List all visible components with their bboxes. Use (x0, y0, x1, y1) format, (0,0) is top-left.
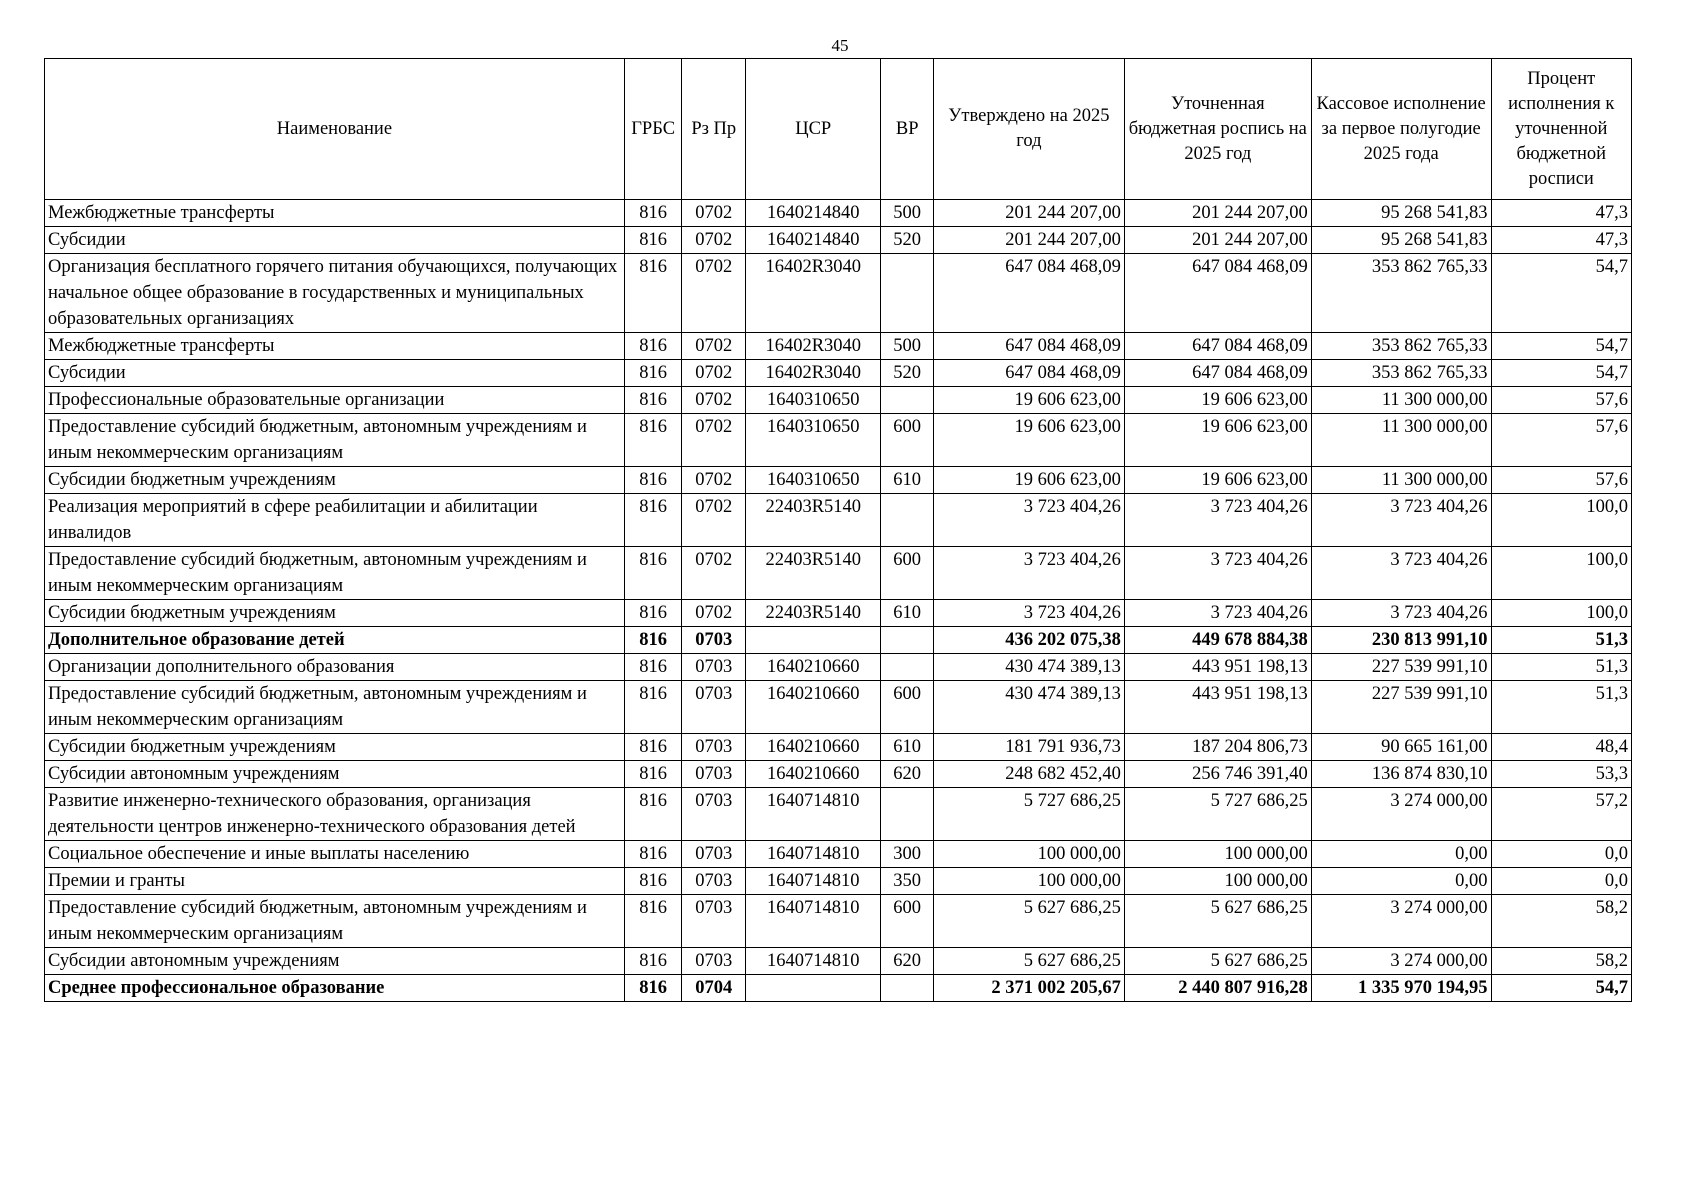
cell-rzpr: 0703 (682, 948, 746, 975)
cell-percent: 0,0 (1491, 868, 1631, 895)
cell-grbs: 816 (624, 494, 682, 547)
cell-cash-execution: 136 874 830,10 (1311, 761, 1491, 788)
column-header-vr: ВР (881, 59, 934, 200)
cell-approved: 100 000,00 (933, 841, 1124, 868)
cell-refined: 187 204 806,73 (1124, 734, 1311, 761)
cell-approved: 19 606 623,00 (933, 414, 1124, 467)
cell-vr: 600 (881, 895, 934, 948)
cell-approved: 5 627 686,25 (933, 895, 1124, 948)
cell-refined: 5 727 686,25 (1124, 788, 1311, 841)
budget-table (44, 58, 1632, 1002)
cell-refined: 443 951 198,13 (1124, 654, 1311, 681)
cell-percent: 54,7 (1491, 254, 1631, 333)
cell-grbs: 816 (624, 254, 682, 333)
cell-refined: 647 084 468,09 (1124, 254, 1311, 333)
cell-percent: 47,3 (1491, 200, 1631, 227)
cell-grbs: 816 (624, 654, 682, 681)
cell-cash-execution: 0,00 (1311, 868, 1491, 895)
table-row (45, 654, 1632, 681)
cell-approved: 248 682 452,40 (933, 761, 1124, 788)
cell-csr: 1640714810 (746, 788, 881, 841)
cell-grbs: 816 (624, 681, 682, 734)
cell-approved: 647 084 468,09 (933, 360, 1124, 387)
cell-approved: 181 791 936,73 (933, 734, 1124, 761)
cell-rzpr: 0703 (682, 868, 746, 895)
cell-csr: 16402R3040 (746, 360, 881, 387)
cell-vr: 300 (881, 841, 934, 868)
cell-csr: 1640214840 (746, 227, 881, 254)
cell-rzpr: 0703 (682, 761, 746, 788)
cell-approved: 647 084 468,09 (933, 254, 1124, 333)
cell-vr: 600 (881, 681, 934, 734)
cell-approved: 100 000,00 (933, 868, 1124, 895)
cell-rzpr: 0703 (682, 841, 746, 868)
table-row (45, 387, 1632, 414)
cell-percent: 58,2 (1491, 948, 1631, 975)
cell-vr: 350 (881, 868, 934, 895)
cell-name: Социальное обеспечение и иные выплаты населению (45, 841, 625, 868)
cell-approved: 430 474 389,13 (933, 681, 1124, 734)
cell-grbs: 816 (624, 627, 682, 654)
cell-approved: 3 723 404,26 (933, 600, 1124, 627)
table-row (45, 494, 1632, 547)
table-row (45, 547, 1632, 600)
cell-csr: 1640310650 (746, 387, 881, 414)
cell-rzpr: 0703 (682, 627, 746, 654)
table-row (45, 734, 1632, 761)
column-header-percent: Процент исполнения к уточненной бюджетной росписи (1491, 59, 1631, 200)
cell-percent: 0,0 (1491, 841, 1631, 868)
cell-cash-execution: 353 862 765,33 (1311, 360, 1491, 387)
cell-csr: 1640210660 (746, 681, 881, 734)
cell-approved: 3 723 404,26 (933, 547, 1124, 600)
column-header-rzpr: Рз Пр (682, 59, 746, 200)
cell-vr (881, 975, 934, 1002)
cell-refined: 3 723 404,26 (1124, 600, 1311, 627)
cell-rzpr: 0704 (682, 975, 746, 1002)
table-row (45, 895, 1632, 948)
cell-name: Межбюджетные трансферты (45, 200, 625, 227)
cell-csr: 22403R5140 (746, 600, 881, 627)
cell-vr (881, 788, 934, 841)
cell-grbs: 816 (624, 414, 682, 467)
cell-rzpr: 0702 (682, 600, 746, 627)
cell-percent: 53,3 (1491, 761, 1631, 788)
table-row (45, 948, 1632, 975)
cell-vr (881, 627, 934, 654)
table-row (45, 868, 1632, 895)
table-row (45, 600, 1632, 627)
cell-vr: 620 (881, 761, 934, 788)
cell-grbs: 816 (624, 227, 682, 254)
cell-vr: 600 (881, 547, 934, 600)
cell-name: Субсидии (45, 227, 625, 254)
cell-cash-execution: 3 274 000,00 (1311, 948, 1491, 975)
cell-percent: 51,3 (1491, 681, 1631, 734)
cell-name: Развитие инженерно-технического образования, организация деятельности центров инженерно-технического образования детей (45, 788, 625, 841)
cell-rzpr: 0702 (682, 227, 746, 254)
cell-vr: 620 (881, 948, 934, 975)
cell-percent: 57,6 (1491, 387, 1631, 414)
cell-name: Предоставление субсидий бюджетным, автономным учреждениям и иным некоммерческим организациям (45, 547, 625, 600)
cell-vr: 610 (881, 467, 934, 494)
cell-percent: 57,2 (1491, 788, 1631, 841)
cell-csr: 1640714810 (746, 948, 881, 975)
cell-cash-execution: 3 274 000,00 (1311, 895, 1491, 948)
cell-csr: 1640714810 (746, 895, 881, 948)
cell-approved: 201 244 207,00 (933, 200, 1124, 227)
cell-name: Организации дополнительного образования (45, 654, 625, 681)
cell-grbs: 816 (624, 761, 682, 788)
cell-refined: 100 000,00 (1124, 868, 1311, 895)
column-header-refined: Уточненная бюджетная роспись на 2025 год (1124, 59, 1311, 200)
cell-grbs: 816 (624, 200, 682, 227)
cell-name: Премии и гранты (45, 868, 625, 895)
cell-cash-execution: 95 268 541,83 (1311, 200, 1491, 227)
cell-grbs: 816 (624, 895, 682, 948)
cell-rzpr: 0702 (682, 414, 746, 467)
cell-refined: 201 244 207,00 (1124, 200, 1311, 227)
cell-name: Субсидии бюджетным учреждениям (45, 467, 625, 494)
table-row (45, 333, 1632, 360)
cell-percent: 57,6 (1491, 467, 1631, 494)
cell-refined: 3 723 404,26 (1124, 547, 1311, 600)
cell-refined: 5 627 686,25 (1124, 948, 1311, 975)
cell-vr (881, 654, 934, 681)
cell-csr: 1640210660 (746, 734, 881, 761)
cell-csr: 1640210660 (746, 654, 881, 681)
cell-vr (881, 254, 934, 333)
cell-rzpr: 0702 (682, 333, 746, 360)
cell-grbs: 816 (624, 948, 682, 975)
cell-rzpr: 0703 (682, 681, 746, 734)
column-header-csr: ЦСР (746, 59, 881, 200)
cell-name: Организация бесплатного горячего питания обучающихся, получающих начальное общее образование в государственных и муниципальных образовательных организациях (45, 254, 625, 333)
page-number: 45 (831, 36, 849, 55)
cell-vr: 600 (881, 414, 934, 467)
cell-name: Субсидии бюджетным учреждениям (45, 600, 625, 627)
cell-csr: 16402R3040 (746, 254, 881, 333)
table-row (45, 841, 1632, 868)
cell-percent: 100,0 (1491, 494, 1631, 547)
cell-name: Субсидии автономным учреждениям (45, 948, 625, 975)
cell-approved: 5 727 686,25 (933, 788, 1124, 841)
cell-vr: 610 (881, 734, 934, 761)
cell-refined: 5 627 686,25 (1124, 895, 1311, 948)
table-row (45, 467, 1632, 494)
column-header-cash-execution: Кассовое исполнение за первое полугодие 2025 года (1311, 59, 1491, 200)
cell-refined: 19 606 623,00 (1124, 467, 1311, 494)
cell-grbs: 816 (624, 333, 682, 360)
cell-refined: 100 000,00 (1124, 841, 1311, 868)
cell-approved: 5 627 686,25 (933, 948, 1124, 975)
cell-refined: 19 606 623,00 (1124, 387, 1311, 414)
cell-vr: 500 (881, 200, 934, 227)
cell-cash-execution: 230 813 991,10 (1311, 627, 1491, 654)
cell-rzpr: 0702 (682, 387, 746, 414)
cell-refined: 647 084 468,09 (1124, 360, 1311, 387)
cell-percent: 54,7 (1491, 333, 1631, 360)
cell-name: Предоставление субсидий бюджетным, автономным учреждениям и иным некоммерческим организациям (45, 895, 625, 948)
table-row (45, 761, 1632, 788)
table-body (45, 200, 1632, 1002)
cell-grbs: 816 (624, 868, 682, 895)
cell-percent: 51,3 (1491, 627, 1631, 654)
cell-cash-execution: 1 335 970 194,95 (1311, 975, 1491, 1002)
cell-percent: 100,0 (1491, 600, 1631, 627)
cell-refined: 647 084 468,09 (1124, 333, 1311, 360)
cell-name: Предоставление субсидий бюджетным, автономным учреждениям и иным некоммерческим организациям (45, 414, 625, 467)
cell-percent: 54,7 (1491, 360, 1631, 387)
cell-cash-execution: 3 723 404,26 (1311, 600, 1491, 627)
table-row (45, 227, 1632, 254)
cell-csr: 22403R5140 (746, 494, 881, 547)
cell-cash-execution: 11 300 000,00 (1311, 387, 1491, 414)
cell-grbs: 816 (624, 841, 682, 868)
cell-rzpr: 0702 (682, 494, 746, 547)
cell-grbs: 816 (624, 547, 682, 600)
cell-approved: 2 371 002 205,67 (933, 975, 1124, 1002)
cell-csr: 1640310650 (746, 414, 881, 467)
table-row (45, 414, 1632, 467)
cell-csr: 1640210660 (746, 761, 881, 788)
cell-cash-execution: 227 539 991,10 (1311, 654, 1491, 681)
cell-csr: 16402R3040 (746, 333, 881, 360)
cell-cash-execution: 0,00 (1311, 841, 1491, 868)
cell-refined: 19 606 623,00 (1124, 414, 1311, 467)
table-header-row (45, 59, 1632, 200)
table-row (45, 975, 1632, 1002)
cell-approved: 3 723 404,26 (933, 494, 1124, 547)
cell-rzpr: 0703 (682, 654, 746, 681)
cell-name: Дополнительное образование детей (45, 627, 625, 654)
cell-name: Предоставление субсидий бюджетным, автономным учреждениям и иным некоммерческим организациям (45, 681, 625, 734)
cell-csr: 1640310650 (746, 467, 881, 494)
cell-refined: 2 440 807 916,28 (1124, 975, 1311, 1002)
cell-csr (746, 975, 881, 1002)
cell-name: Профессиональные образовательные организации (45, 387, 625, 414)
cell-rzpr: 0702 (682, 200, 746, 227)
cell-cash-execution: 3 723 404,26 (1311, 494, 1491, 547)
cell-csr: 1640714810 (746, 841, 881, 868)
cell-cash-execution: 11 300 000,00 (1311, 467, 1491, 494)
cell-percent: 58,2 (1491, 895, 1631, 948)
table-row (45, 254, 1632, 333)
cell-csr: 22403R5140 (746, 547, 881, 600)
cell-cash-execution: 227 539 991,10 (1311, 681, 1491, 734)
table-row (45, 627, 1632, 654)
cell-name: Межбюджетные трансферты (45, 333, 625, 360)
cell-vr (881, 387, 934, 414)
cell-name: Среднее профессиональное образование (45, 975, 625, 1002)
cell-rzpr: 0702 (682, 254, 746, 333)
cell-grbs: 816 (624, 360, 682, 387)
cell-grbs: 816 (624, 788, 682, 841)
cell-cash-execution: 353 862 765,33 (1311, 254, 1491, 333)
cell-percent: 47,3 (1491, 227, 1631, 254)
cell-approved: 430 474 389,13 (933, 654, 1124, 681)
cell-vr: 520 (881, 360, 934, 387)
cell-percent: 51,3 (1491, 654, 1631, 681)
cell-csr: 1640714810 (746, 868, 881, 895)
cell-refined: 443 951 198,13 (1124, 681, 1311, 734)
cell-vr: 610 (881, 600, 934, 627)
cell-refined: 256 746 391,40 (1124, 761, 1311, 788)
cell-name: Субсидии бюджетным учреждениям (45, 734, 625, 761)
table-row (45, 200, 1632, 227)
cell-percent: 48,4 (1491, 734, 1631, 761)
cell-rzpr: 0702 (682, 360, 746, 387)
cell-approved: 19 606 623,00 (933, 467, 1124, 494)
column-header-approved: Утверждено на 2025 год (933, 59, 1124, 200)
cell-cash-execution: 95 268 541,83 (1311, 227, 1491, 254)
cell-cash-execution: 3 723 404,26 (1311, 547, 1491, 600)
table-row (45, 681, 1632, 734)
cell-percent: 54,7 (1491, 975, 1631, 1002)
cell-cash-execution: 3 274 000,00 (1311, 788, 1491, 841)
cell-csr: 1640214840 (746, 200, 881, 227)
cell-rzpr: 0702 (682, 547, 746, 600)
cell-rzpr: 0703 (682, 734, 746, 761)
cell-rzpr: 0703 (682, 895, 746, 948)
column-header-name: Наименование (45, 59, 625, 200)
column-header-grbs: ГРБС (624, 59, 682, 200)
cell-cash-execution: 11 300 000,00 (1311, 414, 1491, 467)
cell-grbs: 816 (624, 387, 682, 414)
cell-rzpr: 0703 (682, 788, 746, 841)
cell-refined: 3 723 404,26 (1124, 494, 1311, 547)
cell-grbs: 816 (624, 734, 682, 761)
cell-refined: 201 244 207,00 (1124, 227, 1311, 254)
cell-approved: 201 244 207,00 (933, 227, 1124, 254)
cell-approved: 19 606 623,00 (933, 387, 1124, 414)
cell-vr: 500 (881, 333, 934, 360)
cell-percent: 100,0 (1491, 547, 1631, 600)
cell-refined: 449 678 884,38 (1124, 627, 1311, 654)
cell-approved: 647 084 468,09 (933, 333, 1124, 360)
cell-grbs: 816 (624, 600, 682, 627)
cell-grbs: 816 (624, 975, 682, 1002)
cell-csr (746, 627, 881, 654)
cell-rzpr: 0702 (682, 467, 746, 494)
cell-approved: 436 202 075,38 (933, 627, 1124, 654)
cell-vr (881, 494, 934, 547)
cell-name: Субсидии автономным учреждениям (45, 761, 625, 788)
table-row (45, 788, 1632, 841)
cell-cash-execution: 353 862 765,33 (1311, 333, 1491, 360)
cell-percent: 57,6 (1491, 414, 1631, 467)
cell-cash-execution: 90 665 161,00 (1311, 734, 1491, 761)
cell-name: Реализация мероприятий в сфере реабилитации и абилитации инвалидов (45, 494, 625, 547)
cell-vr: 520 (881, 227, 934, 254)
cell-grbs: 816 (624, 467, 682, 494)
cell-name: Субсидии (45, 360, 625, 387)
table-row (45, 360, 1632, 387)
